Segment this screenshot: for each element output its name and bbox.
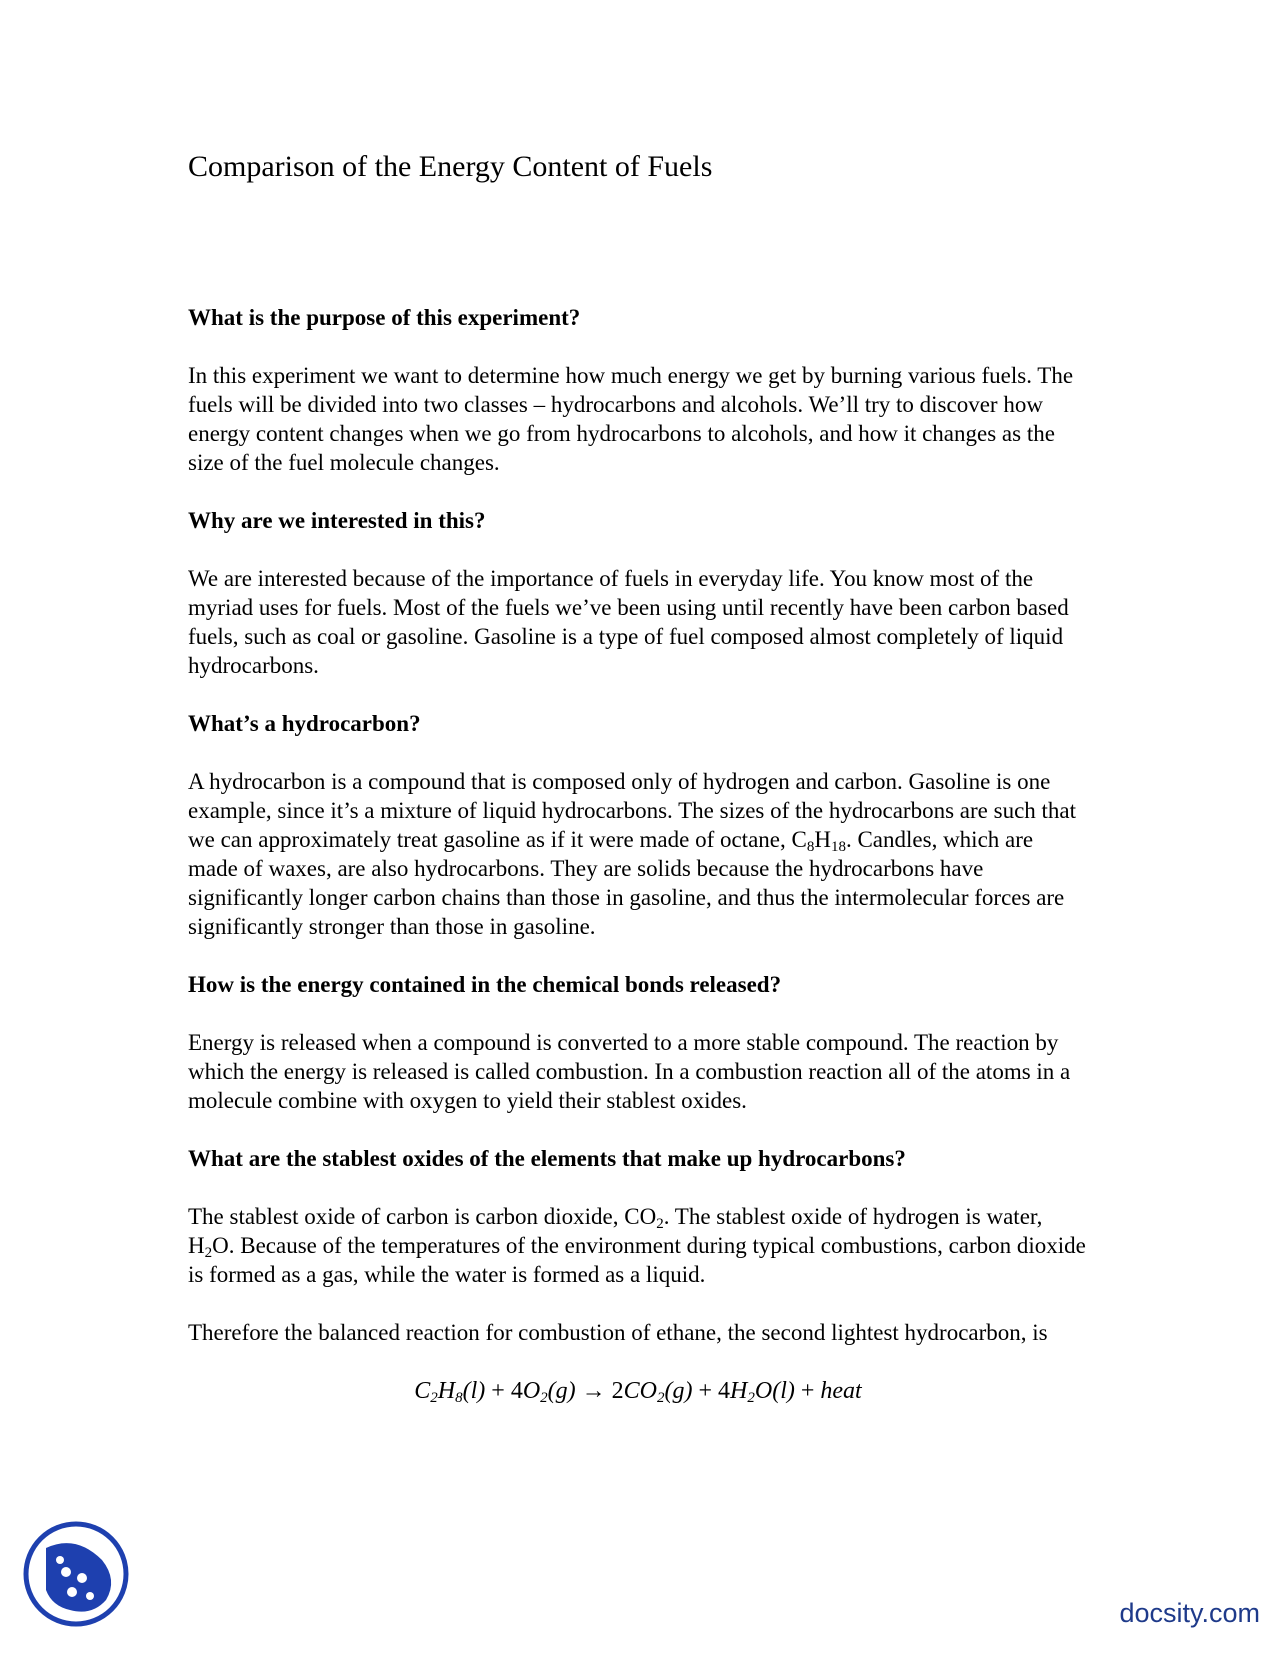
text-span: H xyxy=(814,827,831,852)
section-heading-purpose: What is the purpose of this experiment? xyxy=(188,305,581,330)
text-span: O. Because of the temperatures of the environment during typical combustions, carbon dioxide is formed as a gas, while the water is formed as a liquid. xyxy=(188,1233,1086,1287)
eq-arrow: → 2 xyxy=(575,1378,624,1404)
eq-term: heat xyxy=(820,1378,862,1404)
subscript: 2 xyxy=(204,1245,213,1261)
document-title: Comparison of the Energy Content of Fuels xyxy=(188,150,713,183)
text-span: . Candles, which are made of waxes, are also hydrocarbons. They are solids because the hydrocarbons have significantly longer carbon chains than those in gasoline, and thus the intermolecular forces are significantly stronger than those in gasoline. xyxy=(188,827,1065,939)
paragraph-energy-release: Energy is released when a compound is converted to a more stable compound. The reaction by which the energy is released is called combustion. In a combustion reaction all of the atoms in a molecule combine with oxygen to yield their stablest oxides. xyxy=(188,1030,1071,1113)
eq-operator: + xyxy=(794,1378,821,1404)
paragraph-reaction-intro: Therefore the balanced reaction for combustion of ethane, the second lightest hydrocarbon, is xyxy=(188,1320,1048,1345)
eq-term: (g) xyxy=(664,1378,693,1404)
eq-term: O(l) xyxy=(754,1378,795,1404)
text-span: The stablest oxide of carbon is carbon dioxide, CO xyxy=(188,1204,657,1229)
subscript: 18 xyxy=(830,839,846,855)
combustion-equation xyxy=(188,1377,1088,1406)
paragraph-purpose: In this experiment we want to determine how much energy we get by burning various fuels. The fuels will be divided into two classes – hydrocarbons and alcohols. We’ll try to discover how energy content changes when we go from hydrocarbons to alcohols, and how it changes as the size of the fuel molecule changes. xyxy=(188,363,1074,475)
eq-term: H xyxy=(730,1378,748,1404)
section-heading-energy-release: How is the energy contained in the chemical bonds released? xyxy=(188,972,782,997)
text-span: A hydrocarbon is a compound that is composed only of hydrogen and carbon. Gasoline is one example, since it’s a mixture of liquid hydrocarbons. The sizes of the hydrocarbons are such that we can approximately treat gasoline as if it were made of octane, C xyxy=(188,769,1077,852)
docsity-logo-icon[interactable] xyxy=(22,1520,130,1628)
eq-term: C xyxy=(414,1378,431,1404)
paragraph-hydrocarbon xyxy=(188,767,1088,941)
eq-term: O xyxy=(522,1378,541,1404)
docsity-brand-link[interactable]: docsity.com xyxy=(1119,1598,1260,1628)
subscript: 8 xyxy=(806,839,815,855)
text-span: . The stablest oxide of hydrogen is water, H xyxy=(188,1204,1043,1258)
eq-subscript: 2 xyxy=(430,1390,438,1406)
paragraph-interest: We are interested because of the importance of fuels in everyday life. You know most of the myriad uses for fuels. Most of the fuels we’ve been using until recently have been carbon based fuels, such as coal or gasoline. Gasoline is a type of fuel composed almost completely of liquid hydrocarbons. xyxy=(188,566,1069,678)
eq-term: (l) xyxy=(462,1378,486,1404)
paragraph-oxides xyxy=(188,1202,1088,1289)
section-heading-hydrocarbon: What’s a hydrocarbon? xyxy=(188,711,421,736)
eq-term: (g) xyxy=(547,1378,576,1404)
eq-term: H xyxy=(437,1378,456,1404)
eq-operator: + 4 xyxy=(485,1378,523,1404)
eq-term: CO xyxy=(623,1378,657,1404)
section-heading-oxides: What are the stablest oxides of the elements that make up hydrocarbons? xyxy=(188,1146,906,1171)
eq-subscript: 2 xyxy=(657,1390,665,1406)
eq-subscript: 2 xyxy=(540,1390,548,1406)
eq-subscript: 8 xyxy=(455,1390,463,1406)
eq-subscript: 2 xyxy=(747,1390,755,1406)
section-heading-interest: Why are we interested in this? xyxy=(188,508,486,533)
eq-operator: + 4 xyxy=(692,1378,731,1404)
document-body xyxy=(188,303,1088,1406)
subscript: 2 xyxy=(656,1216,664,1232)
